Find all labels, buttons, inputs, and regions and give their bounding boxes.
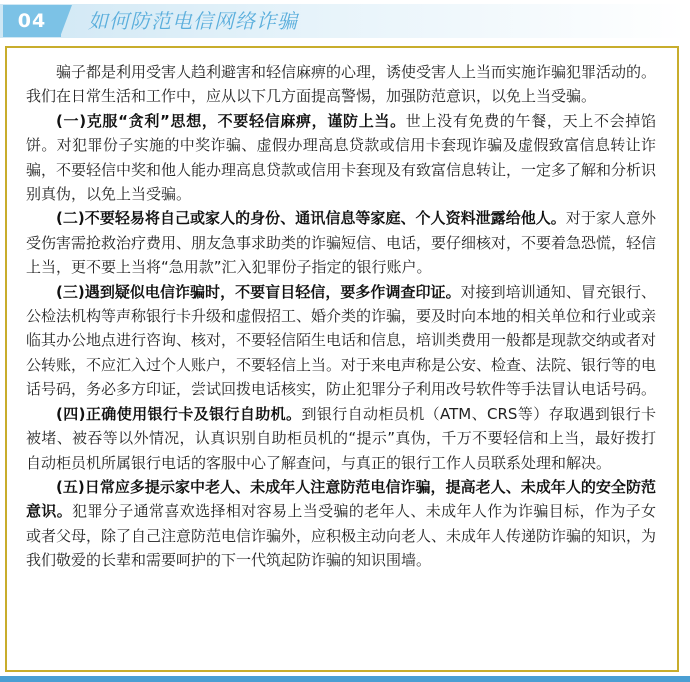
section-number-badge: 04: [3, 5, 61, 37]
point-lead-5: (五)日常应多提示家中老人、未成年人注意防范电信诈骗，提高老人、未成年人的安全防范意识。: [26, 477, 656, 521]
point-body-2: 对于家人意外受伤害需抢救治疗费用、朋友急事求助类的诈骗短信、电话，要仔细核对，不要着急恐慌，轻信上当，更不要上当将“急用款”汇入犯罪份子指定的银行账户。: [26, 209, 657, 277]
point-body-5: 犯罪分子通常喜欢选择相对容易上当受骗的老年人、未成年人作为诈骗目标，作为子女或者父母，除了自己注意防范电信诈骗外，应积极主动向老人、未成年人传递防诈骗的知识，为我们敬爱的长辈和需要呵护的下一代筑起防诈骗的知识围墙。: [26, 502, 657, 570]
point-lead-1: (一)克服“贪利”思想，不要轻信麻痹，谨防上当。: [56, 111, 406, 130]
section-header: [0, 4, 686, 40]
point-paragraph-1: [26, 109, 656, 207]
point-paragraph-2: [26, 206, 656, 279]
point-paragraph-5: [26, 475, 656, 573]
badge-slash-decoration: [60, 5, 72, 37]
point-body-1: 世上没有免费的午餐，天上不会掉馅饼。对犯罪份子实施的中奖诈骗、虚假办理高息贷款或信用卡套现诈骗及虚假致富信息转让诈骗，不要轻信中奖和他人能办理高息贷款或信用卡套现及有致富信息转让，一定多了解和分析识别真伪，以免上当受骗。: [26, 111, 657, 204]
article-body: [26, 60, 656, 573]
point-lead-2: (二)不要轻易将自己或家人的身份、通讯信息等家庭、个人资料泄露给他人。: [56, 209, 566, 228]
point-paragraph-4: [26, 402, 656, 475]
point-lead-4: (四)正确使用银行卡及银行自助机。: [56, 404, 302, 423]
point-paragraph-3: [26, 280, 656, 402]
point-body-4: 到银行自动柜员机（ATM、CRS等）存取遇到银行卡被堵、被吞等以外情况，认真识别自助柜员机的“提示”真伪，千万不要轻信和上当，最好拨打自动柜员机所属银行电话的客服中心了解查问，与真正的银行工作人员联系处理和解决。: [26, 404, 656, 472]
point-lead-3: (三)遇到疑似电信诈骗时，不要盲目轻信，要多作调查印证。: [56, 282, 461, 301]
bottom-accent-bar: [0, 676, 690, 682]
intro-paragraph: 骗子都是利用受害人趋利避害和轻信麻痹的心理，诱使受害人上当而实施诈骗犯罪活动的。我们在日常生活和工作中，应从以下几方面提高警惕，加强防范意识，以免上当受骗。: [26, 63, 657, 106]
point-body-3: 对接到培训通知、冒充银行、公检法机构等声称银行卡升级和虚假招工、婚介类的诈骗，要及时向本地的相关单位和行业或亲临其办公地点进行咨询、核对，不要轻信陌生电话和信息，培训类费用一般都是现款交纳或者对公转账，不应汇入过个人账户，不要轻信上当。对于来电声称是公安、检查、法院、银行等的电话号码，务必多方印证，尝试回拨电话核实，防止犯罪分子利用改号软件等手法冒认电话号码。: [26, 282, 657, 399]
section-title: 如何防范电信网络诈骗: [88, 9, 298, 33]
